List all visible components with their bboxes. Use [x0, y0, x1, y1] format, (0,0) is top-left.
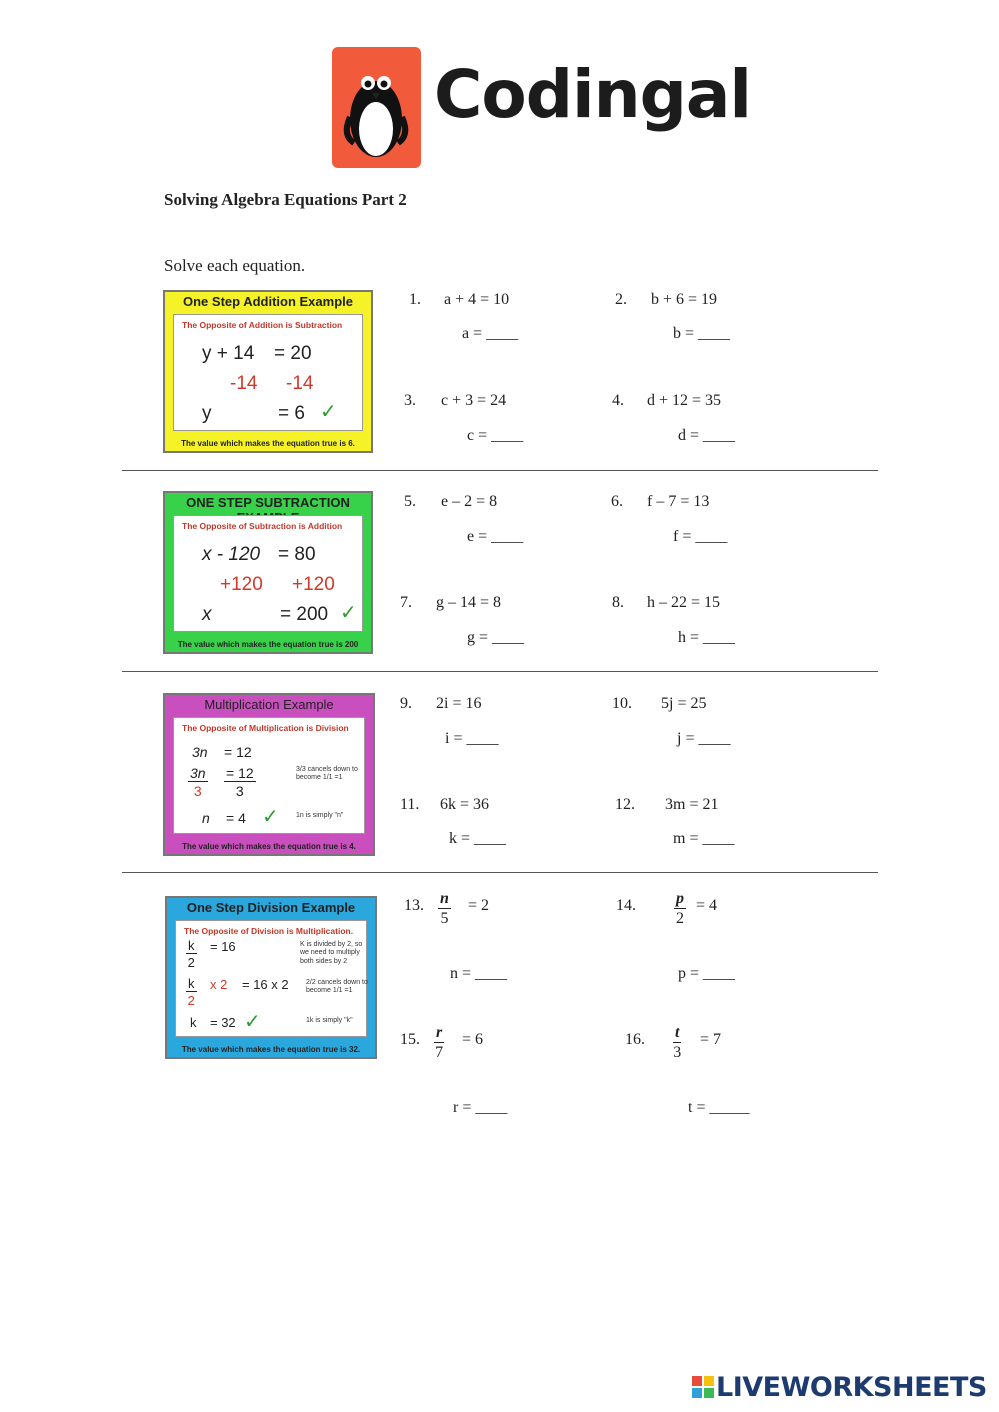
card-subtitle: The Opposite of Division is Multiplication. [184, 926, 354, 936]
answer-7[interactable]: g = ____ [467, 629, 525, 646]
problem-equation: 3m = 21 [665, 796, 719, 813]
card-title: Multiplication Example [204, 697, 334, 712]
card-subtitle: The Opposite of Multiplication is Division [182, 723, 349, 733]
section-divider [122, 671, 878, 672]
eq-fraction-left [188, 766, 208, 798]
eq-fraction-right [224, 766, 256, 798]
eq-line1-left: y + 14 [202, 343, 255, 364]
instructions: Solve each equation. [164, 256, 306, 275]
fraction-numerator: k [188, 976, 195, 991]
fraction-denominator: 2 [676, 910, 684, 927]
problem-rhs: = 2 [468, 897, 490, 914]
eq-line1-right: = 80 [278, 544, 316, 565]
answer-13[interactable]: n = ____ [450, 965, 508, 982]
penguin-icon [332, 47, 421, 168]
card-footer: The value which makes the equation true is 4. [182, 842, 356, 851]
checkmark-icon: ✓ [320, 401, 337, 423]
problem-equation: a + 4 = 10 [444, 291, 510, 308]
subtraction-example-card [163, 491, 373, 654]
eq-line2-right: = 16 x 2 [242, 977, 289, 992]
fraction-numerator: n [440, 890, 449, 907]
fraction-denominator: 3 [193, 783, 202, 799]
fraction-denominator: 5 [440, 910, 449, 927]
answer-12[interactable]: m = ____ [673, 830, 735, 847]
problem-equation: d + 12 = 35 [647, 392, 722, 409]
eq-line3-left: x [202, 604, 212, 625]
problem-number: 5. [404, 493, 416, 510]
problem-equation: h – 22 = 15 [647, 594, 721, 611]
problem-equation: b + 6 = 19 [651, 291, 718, 308]
problem-equation: c + 3 = 24 [441, 392, 507, 409]
eq-line3-right: = 32 [210, 1015, 236, 1030]
problem-number: 13. [404, 897, 424, 914]
section-divider [122, 872, 878, 873]
problem-14 [616, 890, 736, 933]
eq-line1-left: 3n [192, 744, 208, 760]
answer-8[interactable]: h = ____ [678, 629, 736, 646]
division-example-card [165, 896, 377, 1059]
fraction-numerator: p [676, 890, 684, 907]
problem-equation: 5j = 25 [661, 695, 707, 712]
problem-number: 11. [400, 796, 420, 813]
fraction-denominator: 3 [235, 783, 244, 799]
section-divider [122, 470, 878, 471]
eq-line2-right: +120 [292, 574, 335, 595]
liveworksheets-brand[interactable]: LIVEWORKSHEETS [716, 1372, 987, 1403]
card-subtitle: The Opposite of Addition is Subtraction [182, 320, 343, 330]
cancel-note: 2/2 cancels down to become 1/1 =1 [306, 979, 368, 995]
problem-fraction [674, 891, 686, 927]
card-footer: The value which makes the equation true is 32. [181, 1045, 361, 1054]
eq-line3-left: y [202, 403, 212, 424]
multiplication-example-card [163, 693, 375, 856]
answer-9[interactable]: i = ____ [445, 730, 499, 747]
answer-11[interactable]: k = ____ [449, 830, 507, 847]
problem-rhs: = 7 [700, 1031, 722, 1048]
card-title: ONE STEP SUBTRACTION [186, 495, 350, 510]
simplify-note: 1n is simply "n" [296, 812, 344, 819]
multiply-note: K is divided by 2, so we need to multiply both sides by 2 [300, 941, 363, 965]
answer-1[interactable]: a = ____ [462, 325, 519, 342]
answer-4[interactable]: d = ____ [678, 427, 736, 444]
problem-fraction [438, 891, 451, 927]
answer-5[interactable]: e = ____ [467, 528, 524, 545]
problem-equation: e – 2 = 8 [441, 493, 498, 510]
card-title: One Step Addition Example [183, 294, 353, 309]
problem-number: 15. [400, 1031, 420, 1048]
problem-equation: f – 7 = 13 [647, 493, 710, 510]
eq-line1-right: = 16 [210, 939, 236, 954]
answer-3[interactable]: c = ____ [467, 427, 524, 444]
checkmark-icon: ✓ [244, 1011, 261, 1033]
problem-number: 10. [612, 695, 632, 712]
card-title: One Step Division Example [186, 900, 356, 915]
problem-number: 14. [616, 897, 636, 914]
eq-line2-left: -14 [230, 373, 258, 394]
eq-line3-right: = 6 [278, 403, 305, 424]
problem-number: 12. [615, 796, 635, 813]
fraction-numerator: k [188, 938, 195, 953]
problem-number: 4. [612, 392, 624, 409]
problem-equation: 6k = 36 [440, 796, 490, 813]
eq-line1-fraction [186, 939, 197, 969]
card-footer: The value which makes the equation true is 6. [181, 439, 355, 448]
problem-number: 16. [625, 1031, 645, 1048]
fraction-denominator: 7 [435, 1044, 444, 1061]
problem-number: 2. [615, 291, 627, 308]
answer-6[interactable]: f = ____ [673, 528, 728, 545]
eq-line3-left: k [190, 1015, 197, 1030]
eq-line2-fraction [186, 977, 197, 1007]
answer-14[interactable]: p = ____ [678, 965, 736, 982]
card-subtitle: The Opposite of Subtraction is Addition [182, 521, 343, 531]
fraction-denominator: 3 [673, 1044, 682, 1061]
fraction-numerator: r [436, 1024, 443, 1041]
eq-line2-left: +120 [220, 574, 263, 595]
problem-number: 8. [612, 594, 624, 611]
problem-number: 3. [404, 392, 416, 409]
eq-line1-right: = 12 [224, 744, 252, 760]
problem-rhs: = 4 [696, 897, 718, 914]
cancel-note: 3/3 cancels down to become 1/1 =1 [296, 766, 358, 782]
eq-line2-mid: x 2 [210, 977, 228, 992]
eq-line1-right: = 20 [274, 343, 312, 364]
eq-line2-right: -14 [286, 373, 314, 394]
answer-16[interactable]: t = _____ [688, 1099, 750, 1116]
codingal-logo [332, 47, 421, 168]
checkmark-icon: ✓ [340, 602, 357, 624]
answer-10[interactable]: j = ____ [677, 730, 731, 747]
problem-number: 9. [400, 695, 412, 712]
card-footer: The value which makes the equation true is 200 [177, 640, 359, 649]
brand-name: Codingal [434, 56, 752, 133]
liveworksheets-icon [692, 1376, 714, 1398]
eq-line3-left: n [202, 810, 210, 826]
problem-number: 6. [611, 493, 623, 510]
fraction-denominator: 2 [187, 993, 195, 1008]
eq-line1-left: x - 120 [202, 544, 261, 565]
problem-equation: g – 14 = 8 [436, 594, 502, 611]
answer-15[interactable]: r = ____ [453, 1099, 508, 1116]
problem-rhs: = 6 [462, 1031, 484, 1048]
problem-13 [404, 890, 514, 933]
answer-2[interactable]: b = ____ [673, 325, 731, 342]
checkmark-icon: ✓ [262, 806, 279, 828]
fraction-numerator: 3n [190, 765, 206, 781]
problem-15 [400, 1024, 510, 1067]
simplify-note: 1k is simply "k" [306, 1017, 353, 1024]
fraction-denominator: 2 [187, 955, 195, 970]
problem-number: 1. [409, 291, 421, 308]
page-title: Solving Algebra Equations Part 2 [164, 190, 407, 209]
problem-16 [625, 1024, 745, 1067]
fraction-numerator: = 12 [226, 765, 254, 781]
eq-line3-right: = 4 [226, 810, 246, 826]
problem-number: 7. [400, 594, 412, 611]
addition-example-card [163, 290, 373, 453]
fraction-numerator: t [675, 1024, 680, 1041]
problem-equation: 2i = 16 [436, 695, 482, 712]
eq-line3-right: = 200 [280, 604, 329, 625]
problem-fraction [673, 1025, 681, 1061]
problem-fraction [434, 1025, 444, 1061]
